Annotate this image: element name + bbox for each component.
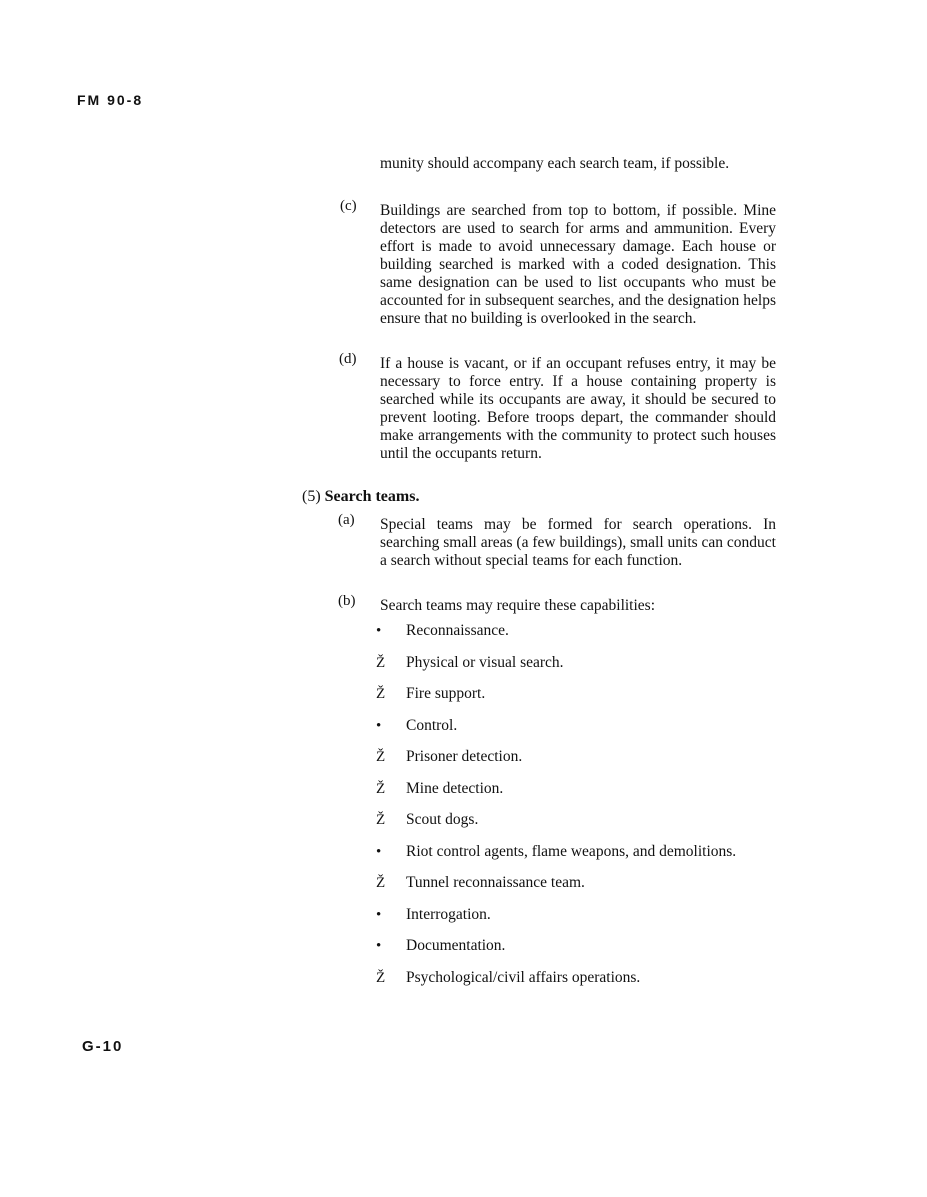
paragraph-a-marker: (a) [338, 512, 355, 528]
list-item-text: Interrogation. [406, 905, 491, 923]
list-item [376, 937, 776, 955]
list-item-text: Tunnel reconnaissance team. [406, 874, 585, 891]
list-item-text: Fire support. [406, 685, 486, 702]
bullet-icon: Ž [376, 969, 386, 986]
list-item [376, 843, 776, 861]
paragraph-c-marker: (c) [340, 198, 357, 214]
list-item [376, 654, 776, 672]
list-item-text: Mine detection. [406, 779, 504, 797]
paragraph-c: Buildings are searched from top to bottom, if possible. Mine detectors are used to search for arms and ammunition. Every effort is made to avoid unnecessary damage. Each house or building searched is marked with a coded designation. This same designation can be used to list occupants who must be accounted for in subsequent searches, and the designation helps ensure that no building is overlooked in the search. [380, 202, 776, 327]
bullet-icon: • [376, 938, 382, 954]
list-item [376, 874, 776, 892]
list-item [376, 622, 776, 640]
bullet-icon: Ž [376, 780, 386, 797]
page-header: FM 90-8 [77, 92, 144, 108]
section-title: Search teams. [324, 488, 420, 505]
list-item-text: Physical or visual search. [406, 653, 564, 671]
list-item-text: Control. [406, 716, 458, 734]
bullet-icon: Ž [376, 654, 386, 671]
bullet-icon: • [376, 717, 382, 734]
list-item [376, 717, 776, 735]
list-item [376, 780, 776, 798]
list-item [376, 685, 776, 703]
list-item-text: Reconnaissance. [406, 622, 509, 639]
bullet-icon: • [376, 906, 382, 923]
paragraph-d-marker: (d) [339, 351, 357, 367]
list-item-text: Psychological/civil affairs operations. [406, 968, 641, 986]
paragraph-d: If a house is vacant, or if an occupant refuses entry, it may be necessary to force entry. If a house containing property is searched while its occupants are away, it should be secured to prevent looting. Before troops depart, the commander should make arrangements with the community to protect such houses until the occupants return. [380, 355, 776, 462]
bullet-icon: • [376, 843, 382, 860]
paragraph-b-marker: (b) [338, 593, 356, 609]
list-item [376, 906, 776, 924]
capabilities-list [376, 622, 786, 1000]
section-heading [302, 488, 419, 506]
section-number: (5) [302, 488, 321, 505]
list-item-text: Riot control agents, flame weapons, and demolitions. [406, 842, 737, 860]
continuation-paragraph: munity should accompany each search team, if possible. [380, 155, 730, 172]
page-number: G-10 [82, 1038, 124, 1055]
list-item [376, 748, 776, 766]
bullet-icon: Ž [376, 812, 386, 828]
paragraph-a: Special teams may be formed for search operations. In searching small areas (a few buildings), small units can conduct a search without special teams for each function. [380, 516, 776, 569]
bullet-icon: Ž [376, 686, 386, 702]
list-item-text: Documentation. [406, 937, 506, 954]
paragraph-b: Search teams may require these capabilities: [380, 597, 656, 614]
list-item [376, 969, 776, 987]
bullet-icon: Ž [376, 875, 386, 891]
bullet-icon: • [376, 623, 382, 639]
list-item-text: Scout dogs. [406, 811, 479, 828]
list-item-text: Prisoner detection. [406, 748, 523, 765]
list-item [376, 811, 776, 829]
bullet-icon: Ž [376, 749, 386, 765]
